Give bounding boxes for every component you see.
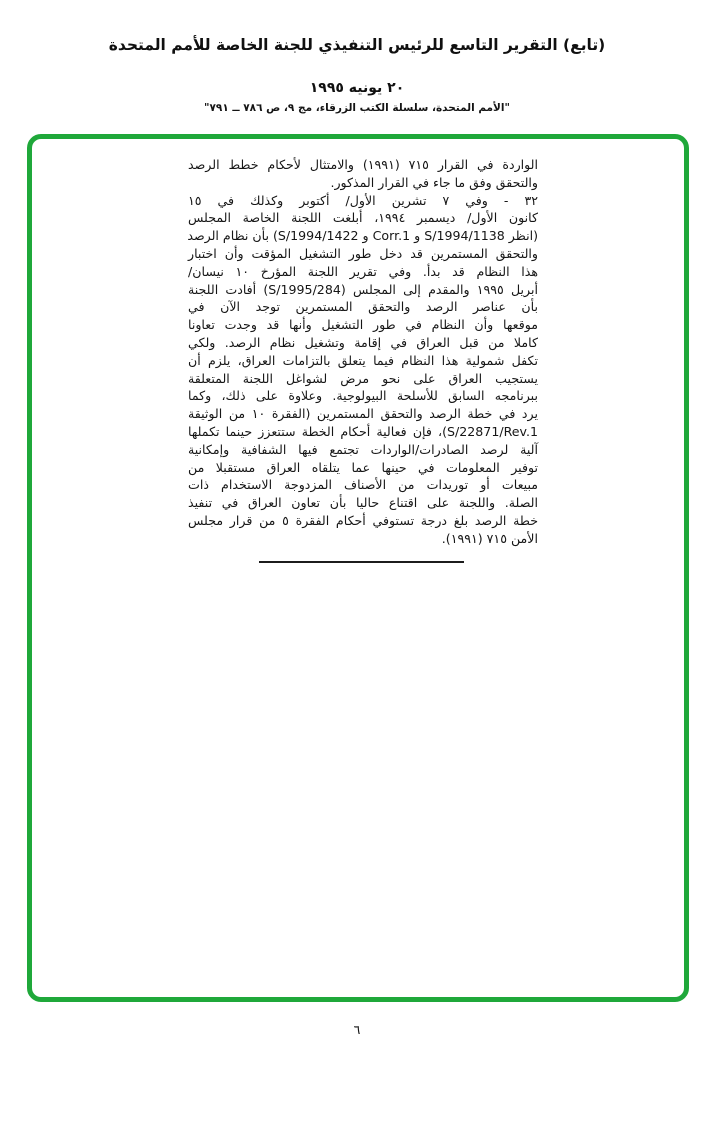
body-line: خطة الرصد بلغ درجة تستوفي أحكام الفقرة ٥ من قرار مجلس <box>188 512 538 528</box>
body-line: كاملا من قبل العراق في إقامة وتشغيل نظام الرصد. ولكي <box>188 334 538 350</box>
body-line: أبريل ١٩٩٥ والمقدم إلى المجلس (S/1995/284) أفادت اللجنة <box>188 281 538 297</box>
body-line: يستجيب العراق على نحو مرض لشواغل اللجنة المتعلقة <box>188 370 538 386</box>
document-date: ٢٠ يونيه ١٩٩٥ <box>309 80 405 96</box>
body-line: مبيعات أو توريدات من الأصناف المزدوجة الاستخدام ذات <box>188 477 538 493</box>
source-citation: "الأمم المتحدة، سلسلة الكتب الزرقاء، مج ٩، ص ٧٨٦ ــ ٧٩١" <box>204 102 510 114</box>
body-text-column <box>188 156 538 548</box>
body-line: الواردة في القرار ٧١٥ (١٩٩١) والامتثال لأحكام خطط الرصد <box>188 157 538 172</box>
body-line: بأن عناصر الرصد والتحقق المستمرين توجد الآن في <box>188 299 538 315</box>
body-line: كانون الأول/ ديسمبر ١٩٩٤، أبلغت اللجنة الخاصة المجلس <box>188 210 538 226</box>
body-line: آلية لرصد الصادرات/الواردات تجتمع فيها الشفافية وإمكانية <box>188 441 538 457</box>
footnote-separator-rule <box>259 561 464 563</box>
page-number: ٦ <box>353 1022 361 1037</box>
body-line: توفير المعلومات في حينها عما يتلقاه العراق مستقبلا من <box>188 459 538 475</box>
page-title: (تابع) التقرير التاسع للرئيس التنفيذي للجنة الخاصة للأمم المتحدة <box>108 36 606 54</box>
body-line: S/22871/Rev.1)، فإن فعالية أحكام الخطة ستتعزز حينما تكملها <box>188 423 538 439</box>
body-line: والتحقق وفق ما جاء في القرار المذكور. <box>330 174 538 190</box>
body-line: الصلة. واللجنة على اقتناع حاليا بأن تعاون العراق في تنفيذ <box>188 495 538 511</box>
body-line: تكفل شمولية هذا النظام فيما يتعلق بالتزامات العراق، يلزم أن <box>188 352 538 368</box>
body-line-paragraph-32-start: ٣٢ - وفي ٧ تشرين الأول/ أكتوبر وكذلك في ١٥ <box>188 192 538 208</box>
body-line: ببرنامجه السابق للأسلحة البيولوجية. وعلاوة على ذلك، وكما <box>188 388 538 404</box>
body-line: الأمن ٧١٥ (١٩٩١). <box>441 530 538 546</box>
body-line: هذا النظام قد بدأ. وفي تقرير اللجنة المؤرخ ١٠ نيسان/ <box>188 263 538 279</box>
body-line: يرد في خطة الرصد والتحقق المستمرين (الفقرة ١٠ من الوثيقة <box>188 406 538 422</box>
body-line: موقعها وأن النظام في طور التشغيل وأنها قد وجدت تعاونا <box>188 317 538 333</box>
body-line: (انظر S/1994/1138 و Corr.1 و S/1994/1422) بأن نظام الرصد <box>187 228 538 244</box>
body-line: والتحقق المستمرين قد دخل طور التشغيل المؤقت وأن اختبار <box>188 245 538 261</box>
